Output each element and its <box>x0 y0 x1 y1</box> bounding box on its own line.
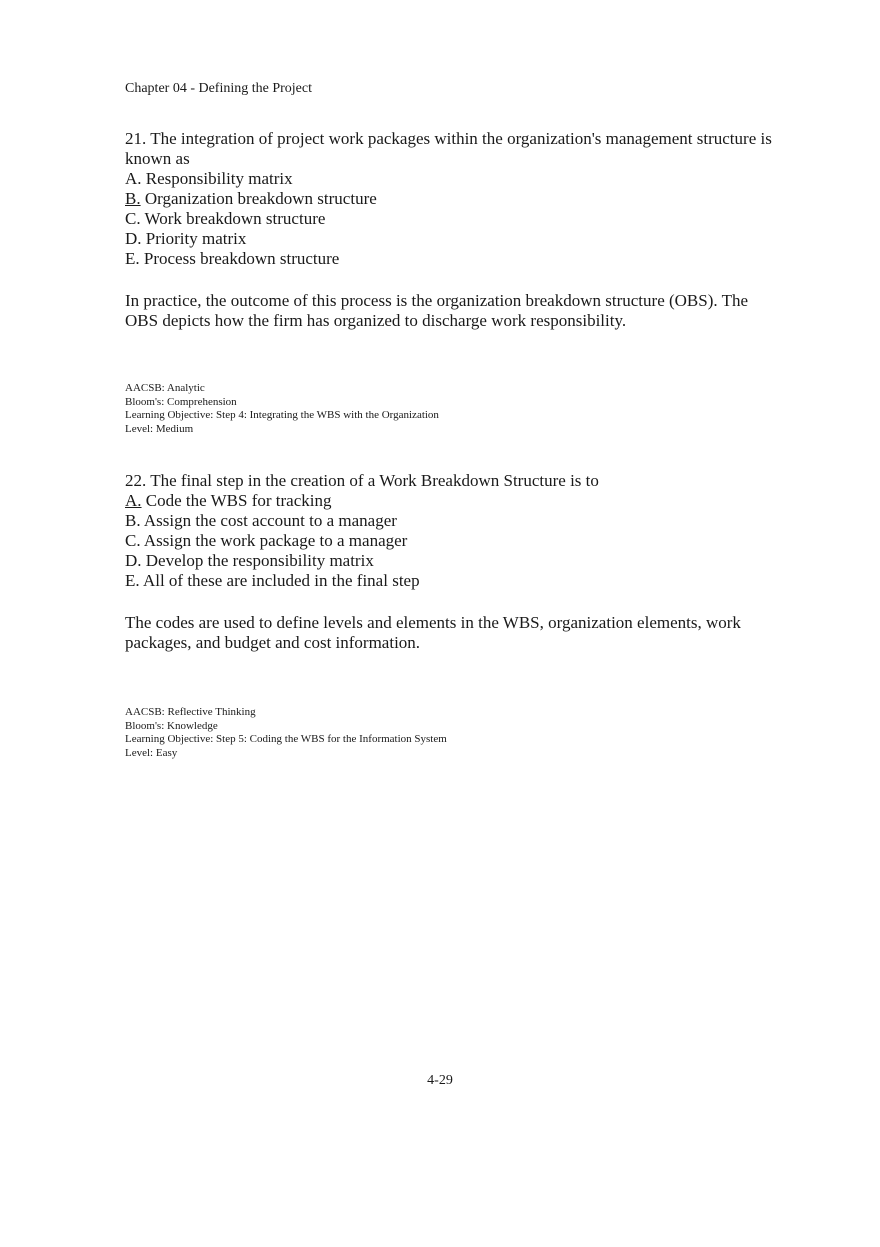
option-letter: E. <box>125 571 140 590</box>
option-text: All of these are included in the final step <box>142 571 420 590</box>
page-number: 4-29 <box>427 1073 453 1088</box>
answer-explanation: The codes are used to define levels and elements in the WBS, organization elements, work packages, and budget and cost information. <box>125 613 741 652</box>
option-text: Responsibility matrix <box>145 169 293 188</box>
option-text: Assign the cost account to a manager <box>143 511 397 530</box>
question-21 <box>125 129 785 331</box>
option-c <box>125 531 785 551</box>
question-stem: 21. The integration of project work packages within the organization's management structure is known as <box>125 129 772 168</box>
option-text: Code the WBS for tracking <box>145 491 332 510</box>
option-c <box>125 209 785 229</box>
option-text: Process breakdown structure <box>143 249 340 268</box>
option-letter: B. <box>125 511 141 530</box>
option-text: Organization breakdown structure <box>144 189 377 208</box>
option-text: Work breakdown structure <box>144 209 326 228</box>
chapter-header: Chapter 04 - Defining the Project <box>125 81 313 96</box>
option-e <box>125 571 785 591</box>
blooms-tag: Bloom's: Knowledge <box>125 719 218 732</box>
aacsb-tag: AACSB: Analytic <box>125 382 205 394</box>
aacsb-tag: AACSB: Reflective Thinking <box>125 706 256 718</box>
option-letter-correct: A. <box>125 491 142 510</box>
question-21-metadata <box>125 382 439 436</box>
question-22 <box>125 471 785 653</box>
option-text: Priority matrix <box>145 229 247 248</box>
option-letter: C. <box>125 209 141 228</box>
option-letter: D. <box>125 229 142 248</box>
option-a <box>125 169 785 189</box>
answer-explanation: In practice, the outcome of this process is the organization breakdown structure (OBS). The OBS depicts how the firm has organized to discharge work responsibility. <box>125 291 748 330</box>
option-b <box>125 189 785 209</box>
difficulty-level: Level: Medium <box>125 422 194 435</box>
option-e <box>125 249 785 269</box>
option-letter: C. <box>125 531 141 550</box>
blooms-tag: Bloom's: Comprehension <box>125 395 237 408</box>
option-letter: D. <box>125 551 142 570</box>
option-letter: E. <box>125 249 140 268</box>
learning-objective: Learning Objective: Step 4: Integrating the WBS with the Organization <box>125 409 439 421</box>
learning-objective: Learning Objective: Step 5: Coding the WBS for the Information System <box>125 733 447 745</box>
option-d <box>125 551 785 571</box>
option-text: Develop the responsibility matrix <box>145 551 374 570</box>
answer-options <box>125 169 785 269</box>
option-b <box>125 511 785 531</box>
answer-options <box>125 491 785 591</box>
option-a <box>125 491 785 511</box>
difficulty-level: Level: Easy <box>125 746 178 759</box>
option-letter: A. <box>125 169 142 188</box>
option-text: Assign the work package to a manager <box>143 531 408 550</box>
option-letter-correct: B. <box>125 189 141 208</box>
option-d <box>125 229 785 249</box>
question-22-metadata <box>125 706 447 760</box>
question-stem: 22. The final step in the creation of a Work Breakdown Structure is to <box>125 471 599 490</box>
